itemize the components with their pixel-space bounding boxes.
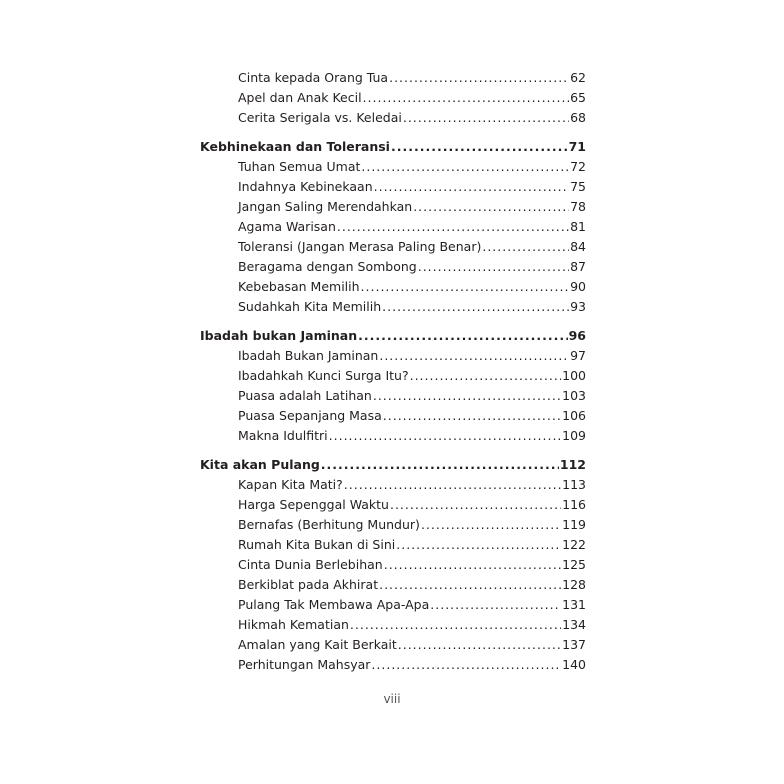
toc-entry-title: Kebebasan Memilih xyxy=(238,279,360,294)
toc-section-heading[interactable] xyxy=(200,137,586,157)
toc-entry-title: Ibadah Bukan Jaminan xyxy=(238,348,379,363)
toc-entry-title: Puasa adalah Latihan xyxy=(238,388,372,403)
toc-entry-title: Kebhinekaan dan Toleransi xyxy=(200,139,390,154)
toc-entry[interactable] xyxy=(200,277,586,297)
toc-entry-page: 78 xyxy=(570,199,586,214)
toc-entry-page: 131 xyxy=(562,597,586,612)
dot-leader xyxy=(373,386,561,406)
toc-entry-page: 62 xyxy=(570,70,586,85)
toc-entry-title: Hikmah Kematian xyxy=(238,617,349,632)
dot-leader xyxy=(384,555,561,575)
toc-section xyxy=(200,137,586,317)
dot-leader xyxy=(363,88,570,108)
toc-entry-title: Sudahkah Kita Memilih xyxy=(238,299,382,314)
toc-entry-title: Makna Idulfitri xyxy=(238,428,328,443)
toc-entry[interactable] xyxy=(200,108,586,128)
toc-entry[interactable] xyxy=(200,535,586,555)
toc-entry[interactable] xyxy=(200,595,586,615)
toc-entry-title: Bernafas (Berhitung Mundur) xyxy=(238,517,420,532)
toc-entry[interactable] xyxy=(200,386,586,406)
toc-entry[interactable] xyxy=(200,495,586,515)
toc-entry[interactable] xyxy=(200,575,586,595)
toc-entry[interactable] xyxy=(200,555,586,575)
toc-entry-title: Cinta Dunia Berlebihan xyxy=(238,557,383,572)
toc-entry-page: 106 xyxy=(562,408,586,423)
toc-entry[interactable] xyxy=(200,406,586,426)
dot-leader xyxy=(391,137,568,157)
toc-entry-title: Puasa Sepanjang Masa xyxy=(238,408,382,423)
dot-leader xyxy=(379,346,569,366)
toc-section xyxy=(200,455,586,675)
toc-entry[interactable] xyxy=(200,655,586,675)
dot-leader xyxy=(361,277,570,297)
toc-section-heading[interactable] xyxy=(200,326,586,346)
toc-entry-title: Jangan Saling Merendahkan xyxy=(238,199,413,214)
toc-entry-page: 96 xyxy=(568,328,586,343)
toc-entry[interactable] xyxy=(200,635,586,655)
toc-entry-page: 137 xyxy=(562,637,586,652)
toc-entry[interactable] xyxy=(200,68,586,88)
toc-entry-title: Berkiblat pada Akhirat xyxy=(238,577,379,592)
toc-entry[interactable] xyxy=(200,366,586,386)
toc-section xyxy=(200,68,586,128)
dot-leader xyxy=(382,297,569,317)
table-of-contents xyxy=(200,68,586,684)
toc-entry-page: 65 xyxy=(570,90,586,105)
toc-entry-page: 75 xyxy=(570,179,586,194)
dot-leader xyxy=(421,515,561,535)
toc-entry[interactable] xyxy=(200,237,586,257)
toc-entry-page: 68 xyxy=(570,110,586,125)
toc-entry[interactable] xyxy=(200,88,586,108)
toc-entry-page: 140 xyxy=(562,657,586,672)
toc-entry-title: Amalan yang Kait Berkait xyxy=(238,637,397,652)
toc-entry-page: 72 xyxy=(570,159,586,174)
toc-entry-title: Ibadah bukan Jaminan xyxy=(200,328,358,343)
toc-entry-title: Pulang Tak Membawa Apa-Apa xyxy=(238,597,430,612)
toc-entry[interactable] xyxy=(200,177,586,197)
toc-entry-page: 100 xyxy=(562,368,586,383)
toc-entry-page: 122 xyxy=(562,537,586,552)
toc-entry-title: Agama Warisan xyxy=(238,219,336,234)
toc-entry-page: 93 xyxy=(570,299,586,314)
toc-entry-title: Harga Sepenggal Waktu xyxy=(238,497,389,512)
dot-leader xyxy=(344,475,561,495)
toc-entry-title: Kita akan Pulang xyxy=(200,457,320,472)
toc-entry-title: Cerita Serigala vs. Keledai xyxy=(238,110,402,125)
toc-entry-page: 113 xyxy=(562,477,586,492)
toc-entry-title: Indahnya Kebinekaan xyxy=(238,179,373,194)
toc-entry-page: 97 xyxy=(570,348,586,363)
dot-leader xyxy=(361,157,569,177)
toc-entry-page: 81 xyxy=(570,219,586,234)
toc-section xyxy=(200,326,586,446)
toc-entry[interactable] xyxy=(200,297,586,317)
dot-leader xyxy=(398,635,561,655)
toc-entry-page: 90 xyxy=(570,279,586,294)
toc-entry-page: 119 xyxy=(562,517,586,532)
dot-leader xyxy=(396,535,561,555)
toc-entry-page: 128 xyxy=(562,577,586,592)
toc-entry-page: 125 xyxy=(562,557,586,572)
toc-entry[interactable] xyxy=(200,217,586,237)
toc-entry[interactable] xyxy=(200,426,586,446)
toc-entry-title: Toleransi (Jangan Merasa Paling Benar) xyxy=(238,239,482,254)
toc-entry-page: 84 xyxy=(570,239,586,254)
dot-leader xyxy=(482,237,569,257)
dot-leader xyxy=(321,455,559,475)
dot-leader xyxy=(374,177,569,197)
toc-entry-title: Beragama dengan Sombong xyxy=(238,259,417,274)
toc-entry-page: 116 xyxy=(562,497,586,512)
dot-leader xyxy=(403,108,569,128)
toc-entry[interactable] xyxy=(200,197,586,217)
dot-leader xyxy=(390,495,561,515)
toc-entry-page: 87 xyxy=(570,259,586,274)
dot-leader xyxy=(413,197,569,217)
toc-entry-title: Ibadahkah Kunci Surga Itu? xyxy=(238,368,409,383)
dot-leader xyxy=(430,595,561,615)
toc-entry-title: Perhitungan Mahsyar xyxy=(238,657,371,672)
toc-entry[interactable] xyxy=(200,257,586,277)
toc-entry-title: Kapan Kita Mati? xyxy=(238,477,343,492)
toc-entry-title: Cinta kepada Orang Tua xyxy=(238,70,389,85)
toc-entry[interactable] xyxy=(200,475,586,495)
dot-leader xyxy=(337,217,569,237)
toc-entry-page: 109 xyxy=(562,428,586,443)
toc-entry-title: Tuhan Semua Umat xyxy=(238,159,361,174)
toc-entry-title: Rumah Kita Bukan di Sini xyxy=(238,537,396,552)
toc-entry-page: 103 xyxy=(562,388,586,403)
dot-leader xyxy=(383,406,561,426)
toc-entry[interactable] xyxy=(200,157,586,177)
toc-entry[interactable] xyxy=(200,346,586,366)
dot-leader xyxy=(350,615,561,635)
dot-leader xyxy=(358,326,567,346)
dot-leader xyxy=(389,68,569,88)
toc-entry-page: 112 xyxy=(559,457,586,472)
dot-leader xyxy=(329,426,561,446)
dot-leader xyxy=(410,366,562,386)
dot-leader xyxy=(418,257,569,277)
dot-leader xyxy=(379,575,561,595)
toc-entry-title: Apel dan Anak Kecil xyxy=(238,90,362,105)
page-number: viii xyxy=(383,692,401,706)
dot-leader xyxy=(371,655,561,675)
toc-entry[interactable] xyxy=(200,615,586,635)
toc-section-heading[interactable] xyxy=(200,455,586,475)
toc-entry[interactable] xyxy=(200,515,586,535)
toc-entry-page: 134 xyxy=(562,617,586,632)
toc-entry-page: 71 xyxy=(568,139,586,154)
